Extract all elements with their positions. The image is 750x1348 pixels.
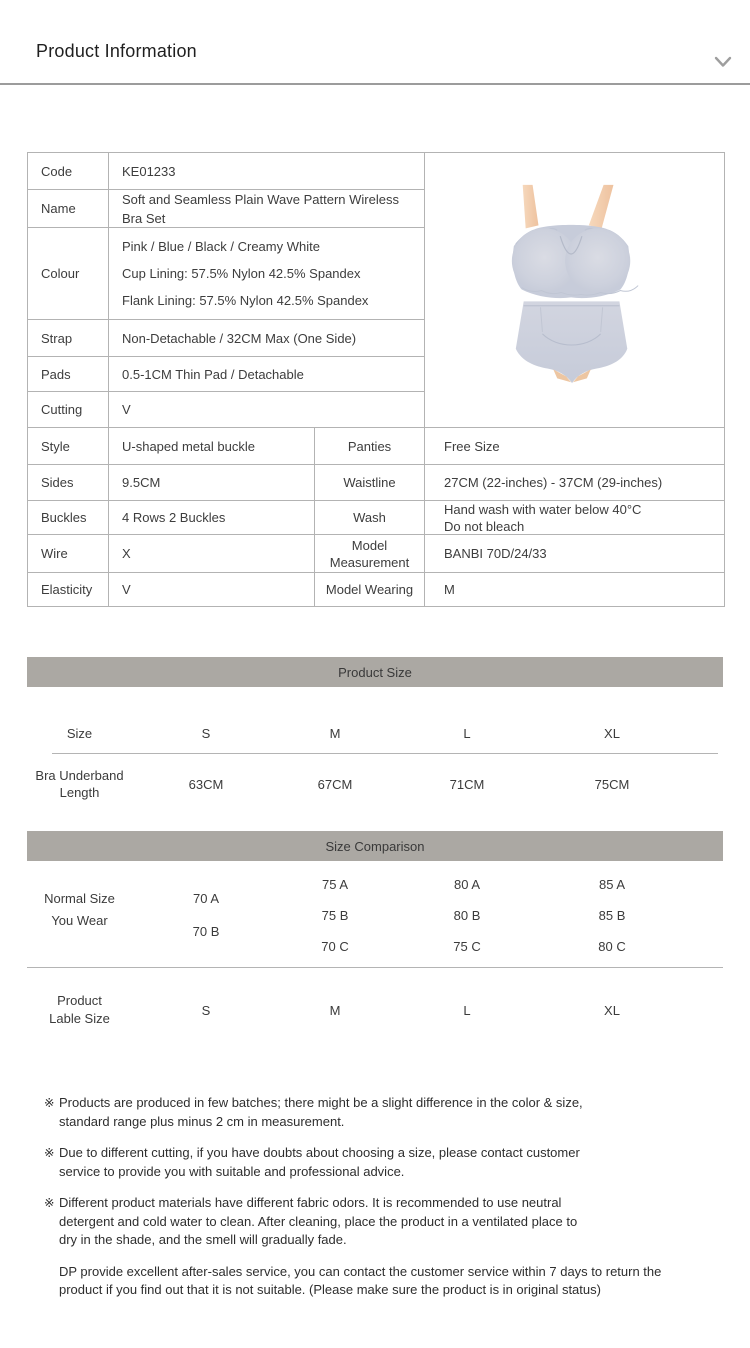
note-item (44, 1194, 736, 1250)
note-body (59, 1263, 661, 1300)
spec-value-line: 4 Rows 2 Buckles (122, 510, 226, 525)
note-item (44, 1263, 736, 1300)
normal-size-cell-m (280, 866, 390, 964)
spec-table (27, 152, 725, 607)
bra-strap-left (522, 184, 538, 227)
spec-value-style (108, 427, 314, 464)
spec-value-line: Soft and Seamless Plain Wave Pattern Wireless (122, 191, 399, 207)
spec-label-name: Name (28, 189, 108, 227)
note-line: Different product materials have different fabric odors. It is recommended to use neutral (59, 1195, 562, 1210)
normal-size-cell-l (390, 866, 544, 964)
spec-label-colour: Colour (28, 227, 108, 319)
product-size-header-row (27, 712, 723, 754)
note-item (44, 1144, 736, 1181)
note-marker (44, 1263, 59, 1300)
label-line: Bra Underband (35, 768, 124, 783)
note-item (44, 1094, 736, 1131)
product-label-size-label (27, 984, 132, 1036)
label-line: Normal Size (44, 891, 115, 906)
spec-label2-text: Panties (347, 438, 392, 454)
note-line: Products are produced in few batches; there might be a slight difference in the color & size, (59, 1095, 583, 1110)
spec-label-pads: Pads (28, 356, 108, 391)
spec-value-line: 0.5-1CM Thin Pad / Detachable (122, 366, 304, 382)
spec-value-line: V (122, 402, 131, 417)
underband-length-label (27, 756, 132, 812)
note-marker: ※ (44, 1146, 55, 1160)
underband-value-m: 67CM (317, 776, 353, 792)
spec-value-model-measurement (424, 534, 724, 572)
label-line: Lable Size (49, 1011, 110, 1026)
size-value: 80 C (598, 938, 626, 954)
label-size-m: M (329, 1002, 341, 1018)
spec-label-cutting: Cutting (28, 391, 108, 427)
spec-value-pads (108, 356, 424, 391)
size-value: 70 B (192, 924, 220, 939)
divider (52, 753, 718, 754)
section-bar-size-comparison: Size Comparison (27, 831, 723, 861)
product-size-data-row (27, 756, 723, 812)
normal-size-label (27, 866, 132, 964)
spec-value-strap (108, 319, 424, 356)
product-image (427, 155, 723, 426)
divider (27, 967, 723, 968)
size-value: 80 A (453, 876, 481, 892)
size-value: 75 B (321, 907, 349, 923)
note-line: detergent and cold water to clean. After cleaning, place the product in a ventilated place to (59, 1213, 578, 1229)
product-image-cell (424, 153, 724, 427)
spec-label-code: Code (41, 163, 73, 179)
spec-label-sides: Sides (28, 464, 108, 500)
spec-value-code (108, 153, 424, 189)
spec-value-line: V (122, 582, 131, 597)
spec-value-line: X (122, 546, 131, 561)
label-line: You Wear (51, 913, 108, 928)
spec-value-colour (108, 227, 424, 319)
normal-size-cell-xl (544, 866, 680, 964)
note-line: DP provide excellent after-sales service, you can contact the customer service within 7 days to return the (59, 1263, 662, 1279)
note-line: Due to different cutting, if you have doubts about choosing a size, please contact customer (59, 1145, 580, 1160)
size-value: 70 A (192, 891, 220, 906)
size-comparison-normal-row (27, 866, 723, 964)
label-line: Product (57, 993, 102, 1008)
spec-value-line: Bra Set (122, 210, 166, 226)
size-col-m: M (329, 725, 341, 741)
size-col-s: S (201, 725, 211, 741)
size-col-xl: XL (604, 725, 620, 741)
spec-value-line: Flank Lining: 57.5% Nylon 42.5% Spandex (122, 293, 369, 308)
label-size-xl: XL (604, 1002, 620, 1018)
spec-label-model-measurement (314, 534, 424, 572)
note-line: dry in the shade, and the smell will gradually fade. (59, 1232, 347, 1247)
note-line: product if you find out that it is not suitable. (Please make sure the product is in original status) (59, 1282, 601, 1297)
size-value: 75 A (321, 876, 349, 892)
spec-value-sides (108, 464, 314, 500)
spec-value-panties (424, 427, 724, 464)
spec-label-wash (314, 500, 424, 534)
spec-value-line: U-shaped metal buckle (122, 438, 255, 454)
note-marker: ※ (44, 1096, 55, 1110)
spec-value-line: Do not bleach (444, 518, 525, 534)
panty (515, 301, 626, 383)
size-comparison-label-row (27, 984, 723, 1036)
spec-value-line: Free Size (444, 438, 500, 454)
spec-label-waistline (314, 464, 424, 500)
spec-value-wash (424, 500, 724, 534)
spec-value-elasticity (108, 572, 314, 606)
spec-label-elasticity: Elasticity (28, 572, 108, 606)
notes-section (44, 1094, 736, 1313)
spec-value-line: BANBI 70D/24/33 (444, 546, 547, 561)
size-value: 75 C (453, 938, 481, 954)
size-value: 70 C (321, 938, 349, 954)
size-value: 85 A (598, 876, 626, 892)
normal-size-cell-s (132, 866, 280, 964)
spec-value-line: 27CM (22-inches) - 37CM (29-inches) (444, 475, 663, 490)
spec-label-panties (314, 427, 424, 464)
spec-value-line: Hand wash with water below 40°C (444, 501, 642, 517)
size-value: 80 B (453, 907, 481, 923)
underband-value-l: 71CM (449, 776, 485, 792)
spec-value-line: Cup Lining: 57.5% Nylon 42.5% Spandex (122, 266, 361, 281)
note-body (59, 1194, 577, 1250)
spec-label2-text: Model Measurement (329, 537, 410, 570)
note-line: standard range plus minus 2 cm in measurement. (59, 1113, 345, 1129)
spec-label2-text: Model Wearing (325, 582, 414, 597)
page-header (0, 0, 750, 85)
spec-value-name (108, 189, 424, 227)
spec-label-strap: Strap (28, 319, 108, 356)
section-bar-product-size: Product Size (27, 657, 723, 687)
size-value: 85 B (598, 907, 626, 923)
label-size-l: L (463, 1002, 471, 1018)
spec-label-wire: Wire (28, 534, 108, 572)
spec-value-cutting (108, 391, 424, 427)
spec-value-line: KE01233 (122, 163, 176, 179)
spec-value-model-wearing (424, 572, 724, 606)
chevron-down-icon[interactable] (714, 56, 732, 68)
bra-cup-right (565, 228, 630, 293)
spec-value-line: M (444, 582, 455, 597)
spec-value-buckles (108, 500, 314, 534)
spec-value-wire (108, 534, 314, 572)
spec-label2-text: Wash (353, 510, 386, 525)
spec-value-line: Non-Detachable / 32CM Max (One Side) (122, 330, 357, 346)
spec-label-model-wearing (314, 572, 424, 606)
underband-value-xl: 75CM (594, 776, 630, 792)
bra-strap-right (588, 184, 613, 227)
underband-value-s: 63CM (188, 776, 224, 792)
spec-value-waistline (424, 464, 724, 500)
note-line: service to provide you with suitable and professional advice. (59, 1163, 405, 1179)
note-marker: ※ (44, 1196, 55, 1210)
spec-label2-text: Waistline (343, 475, 396, 490)
label-size-s: S (201, 1002, 211, 1018)
label-line: Length (59, 785, 100, 800)
spec-value-line: Pink / Blue / Black / Creamy White (122, 239, 320, 254)
spec-label-buckles: Buckles (28, 500, 108, 534)
spec-value-line: 9.5CM (122, 475, 161, 490)
note-body (59, 1144, 580, 1181)
page-title: Product Information (36, 41, 197, 61)
size-col-l: L (463, 725, 471, 741)
note-body (59, 1094, 583, 1131)
spec-label-style: Style (28, 427, 108, 464)
size-row-label: Size (66, 725, 93, 741)
